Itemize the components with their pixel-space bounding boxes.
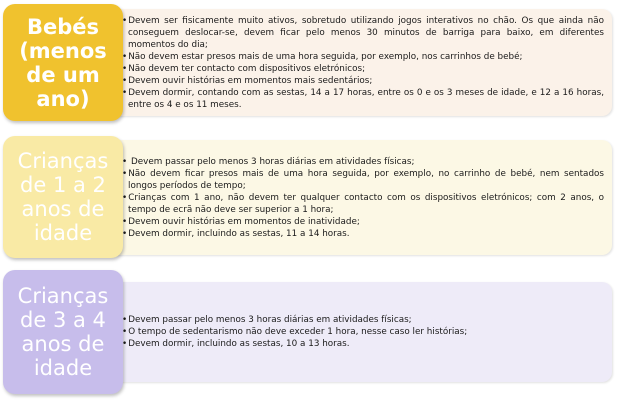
section-label-box — [3, 270, 123, 394]
list-item: • Devem passar pelo menos 3 horas diárias em atividades físicas; — [122, 156, 604, 168]
section-label-box — [3, 136, 123, 258]
section-criancas-1-2 — [0, 133, 617, 263]
list-item: • O tempo de sedentarismo não deve exceder 1 hora, nesse caso ler histórias; — [122, 326, 604, 338]
list-item: • Devem passar pelo menos 3 horas diárias em atividades físicas; — [122, 314, 604, 326]
list-item: • Devem ouvir histórias em momentos de inatividade; — [122, 216, 604, 228]
list-item: • Não devem ficar presos mais de uma hora seguida, por exemplo, no carrinho de bebé, nem sentados longos períodos de tempo; — [122, 168, 604, 192]
section-content-box — [108, 140, 612, 255]
section-content-box — [108, 9, 612, 116]
section-content-box — [108, 282, 612, 382]
bullet-list — [108, 15, 612, 111]
list-item: • Não devem ter contacto com dispositivos eletrónicos; — [122, 63, 604, 75]
list-item: • Não devem estar presos mais de uma hora seguida, por exemplo, nos carrinhos de bebé; — [122, 51, 604, 63]
list-item: • Devem dormir, contando com as sestas, 14 a 17 horas, entre os 0 e os 3 meses de idade, e 12 a 16 horas, entre os 4 e os 11 meses. — [122, 87, 604, 111]
section-label: Bebés (menos de um ano) — [19, 14, 107, 111]
section-label: Crianças de 1 a 2 anos de idade — [17, 149, 109, 245]
list-item: • Devem ouvir histórias em momentos mais sedentários; — [122, 75, 604, 87]
section-bebes — [0, 0, 617, 125]
section-label-box — [3, 4, 123, 121]
list-item: • Devem dormir, incluindo as sestas, 10 a 13 horas. — [122, 338, 604, 350]
list-item: • Devem ser fisicamente muito ativos, sobretudo utilizando jogos interativos no chão. Os que ainda não conseguem deslocar-se, devem ficar pelo menos 30 minutos de barriga para baixo, em diferentes momentos do dia; — [122, 15, 604, 51]
bullet-list — [108, 314, 612, 350]
section-criancas-3-4 — [0, 268, 617, 398]
list-item: • Crianças com 1 ano, não devem ter qualquer contacto com os dispositivos eletrónicos; com 2 anos, o tempo de ecrã não deve ser superior a 1 hora; — [122, 192, 604, 216]
section-label: Crianças de 3 a 4 anos de idade — [17, 284, 109, 380]
list-item: • Devem dormir, incluindo as sestas, 11 a 14 horas. — [122, 228, 604, 240]
bullet-list — [108, 156, 612, 240]
